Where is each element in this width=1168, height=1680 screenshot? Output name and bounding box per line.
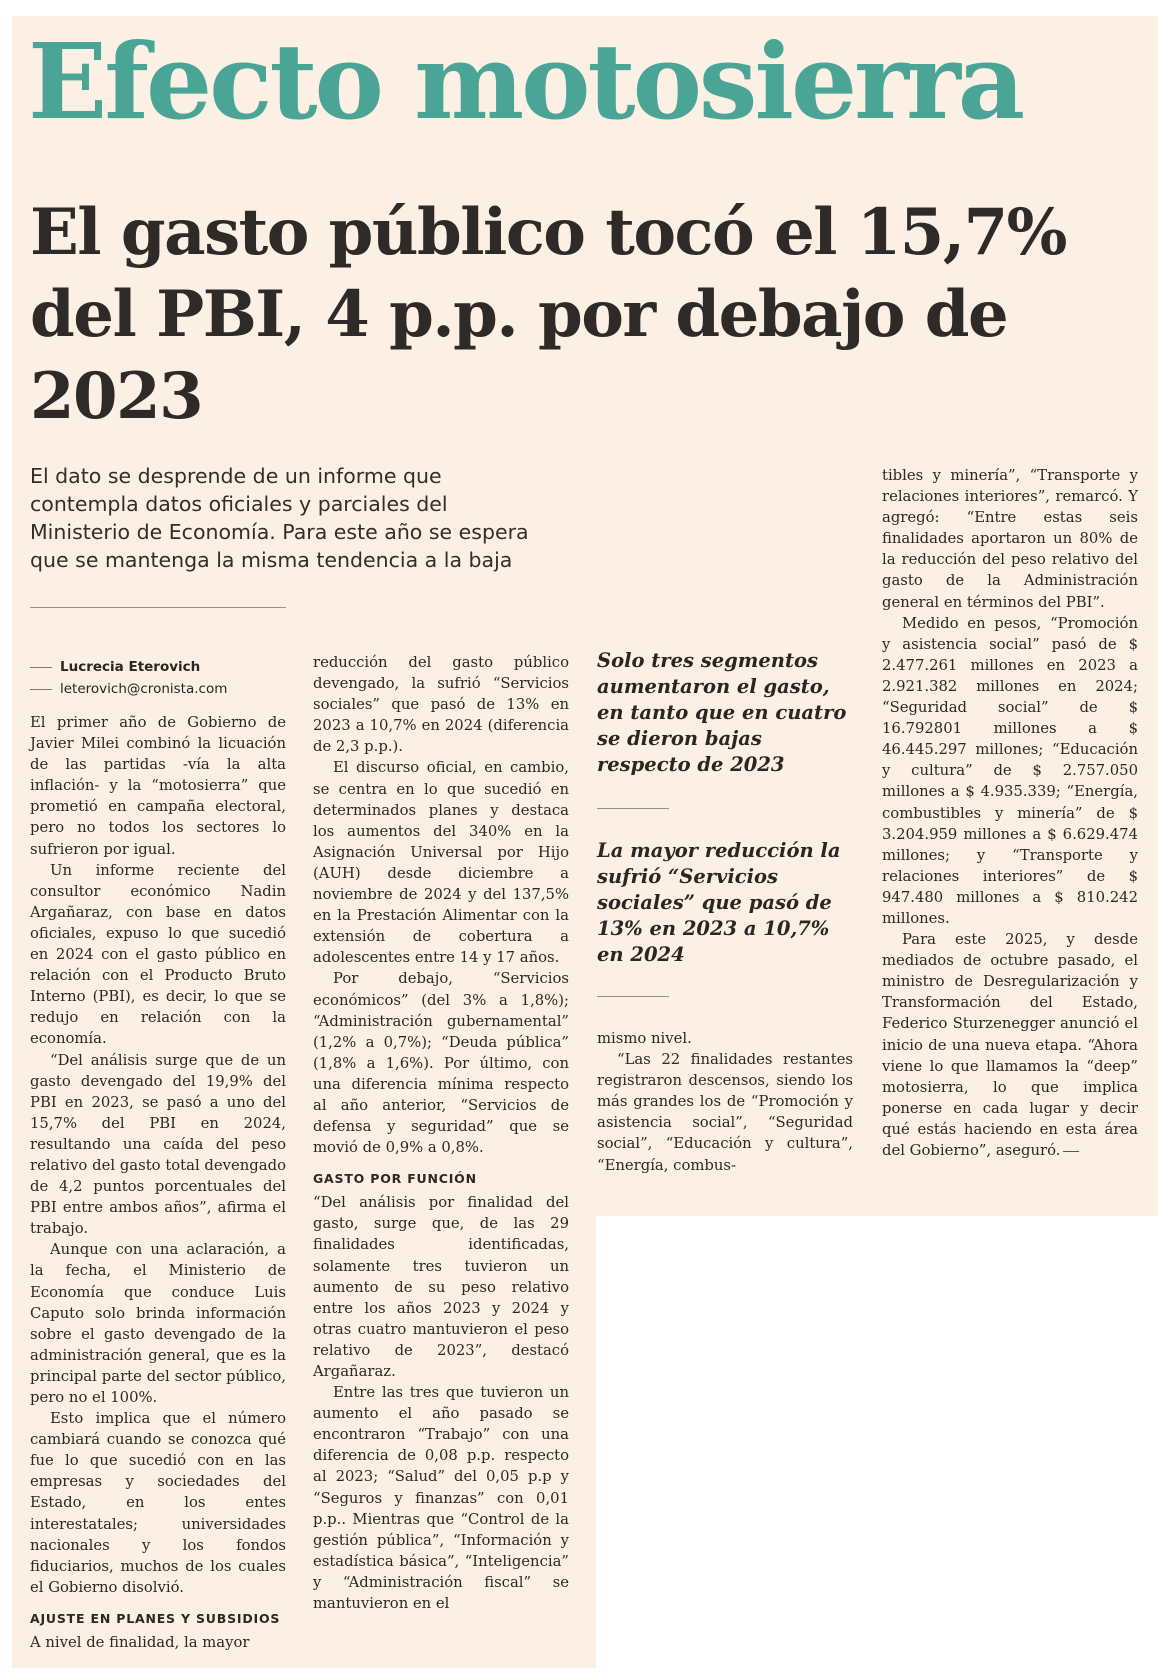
paragraph-final-text: Para este 2025, y desde mediados de octubre pasado, el ministro de Desregularización y Transformación del Estado, Federico Sturzenegger anunció el inicio de una nueva etapa. “Ahora viene lo que llamamos la “deep” motosierra, lo que implica ponerse en cada lugar y decir qué estás haciendo en esta área del Gobierno”, aseguró. bbox=[882, 931, 1138, 1159]
paragraph-final bbox=[882, 929, 1138, 1161]
article-lead: El dato se desprende de un informe que contempla datos oficiales y parciales del Ministerio de Economía. Para este año se espera que se mantenga la misma tendencia a la baja bbox=[30, 464, 529, 572]
paragraph: A nivel de finalidad, la mayor bbox=[30, 1633, 250, 1651]
article-column-3 bbox=[597, 1028, 853, 1176]
author-name: Lucrecia Eterovich bbox=[30, 656, 290, 678]
pull-quote-2: La mayor reducción la sufrió “Servicios sociales” que pasó de 13% en 2023 a 10,7% en 2024 bbox=[597, 839, 841, 966]
paragraph: “Del análisis surge que de un gasto devengado del 19,9% del PBI en 2023, se pasó a uno del 15,7% del PBI en 2024, resultando una caída del peso relativo del gasto total devengado de 4,2 puntos porcentuales del PBI entre ambos años”, afirma el trabajo. bbox=[30, 1051, 286, 1238]
article-column-2 bbox=[313, 652, 569, 1614]
paragraph: Por debajo, “Servicios económicos” (del 3% a 1,8%); “Administración gubernamental” (1,2% a 0,7%); “Deuda pública” (1,8% a 1,6%). Por último, con una diferencia mínima respecto al año anterior, “Servicios de defensa y seguridad” que se movió de 0,9% a 0,8%. bbox=[313, 970, 569, 1157]
paragraph: Esto implica que el número cambiará cuando se conozca qué fue lo que sucedió con en las empresas y sociedades del Estado, en los entes interestatales; universidades nacionales y los fondos fiduciarios, muchos de los cuales el Gobierno disolvió. bbox=[30, 1410, 286, 1596]
pull-quote-divider bbox=[597, 808, 669, 809]
subhead-gasto-funcion: GASTO POR FUNCIÓN bbox=[313, 1171, 477, 1187]
paragraph: “Las 22 finalidades restantes registraron descensos, siendo los más grandes los de “Promoción y asistencia social”, “Seguridad social”, “Educación y cultura”, “Energía, combus- bbox=[597, 1051, 853, 1174]
paragraph: Medido en pesos, “Promoción y asistencia social” pasó de $ 2.477.261 millones en 2023 a 2.921.382 millones en 2024; “Seguridad social” de $ 16.792801 millones a $ 46.445.297 millones; “Educación y cultura” de $ 2.757.050 millones a $ 4.935.339; “Energía, combustibles y minería” de $ 3.204.959 millones a $ 6.629.474 millones; y “Transporte y relaciones interiores” de $ 947.480 millones a $ 810.242 millones. bbox=[882, 614, 1138, 927]
paragraph: mismo nivel. bbox=[597, 1030, 692, 1047]
paragraph: tibles y minería”, “Transporte y relaciones interiores”, remarcó. Y agregó: “Entre estas seis finalidades aportaron un 80% de la reducción del peso relativo del gasto de la Administración general en términos del PBI”. bbox=[882, 467, 1138, 611]
article-column-4 bbox=[882, 465, 1138, 1161]
paragraph: Entre las tres que tuvieron un aumento el año pasado se encontraron “Trabajo” con una diferencia de 0,08 p.p. respecto al 2023; “Salud” del 0,05 p.p y “Seguros y finanzas” con 0,01 p.p.. Mientras que “Control de la gestión pública”, “Información y estadística básica”, “Inteligencia” y “Administración fiscal” se mantuvieron en el bbox=[313, 1384, 569, 1613]
byline bbox=[30, 656, 290, 700]
paragraph: Aunque con una aclaración, a la fecha, el Ministerio de Economía que conduce Luis Caputo solo brinda información sobre el gasto devengado de la administración general, que es la principal parte del sector público, pero no el 100%. bbox=[30, 1241, 286, 1406]
pull-quote-1: Solo tres segmentos aumentaron el gasto, en tanto que en cuatro se dieron bajas respecto de 2023 bbox=[597, 649, 847, 776]
paragraph: “Del análisis por finalidad del gasto, surge que, de las 29 finalidades identificadas, solamente tres tuvieron un aumento de su peso relativo entre los años 2023 y 2024 y otras cuatro mantuvieron el peso relativo de 2023”, destacó Argañaraz. bbox=[313, 1194, 569, 1380]
article-headline: El gasto público tocó el 15,7% del PBI, 4 p.p. por debajo de 2023 bbox=[30, 195, 1066, 434]
subhead-ajuste: AJUSTE EN PLANES Y SUBSIDIOS bbox=[30, 1610, 281, 1626]
paragraph: El discurso oficial, en cambio, se centra en lo que sucedió en determinados planes y destaca los aumentos del 340% en la Asignación Universal por Hijo (AUH) desde diciembre a noviembre de 2024 y del 137,5% en la Prestación Alimentar con la extensión de cobertura a adolescentes entre 14 y 17 años. bbox=[313, 759, 569, 967]
paragraph: reducción del gasto público devengado, la sufrió “Servicios sociales” que pasó de 13% en 2023 a 10,7% en 2024 (diferencia de 2,3 p.p.). bbox=[313, 654, 569, 756]
article-kicker: Efecto motosierra bbox=[28, 20, 1023, 143]
article-column-1 bbox=[30, 712, 286, 1653]
pull-quote-divider bbox=[597, 996, 669, 997]
paragraph: Un informe reciente del consultor económico Nadin Argañaraz, con base en datos oficiales, expuso lo que sucedió en 2024 con el gasto público en relación con el Producto Bruto Interno (PBI), es decir, lo que se redujo en relación con la economía. bbox=[30, 861, 286, 1048]
end-mark bbox=[1063, 1151, 1079, 1152]
author-email[interactable]: leterovich@cronista.com bbox=[30, 678, 290, 700]
lead-divider bbox=[30, 607, 286, 608]
paragraph: El primer año de Gobierno de Javier Milei combinó la licuación de las partidas -vía la alta inflación- y la “motosierra” que prometió en campaña electoral, pero no todos los sectores lo sufrieron por igual. bbox=[30, 714, 286, 858]
